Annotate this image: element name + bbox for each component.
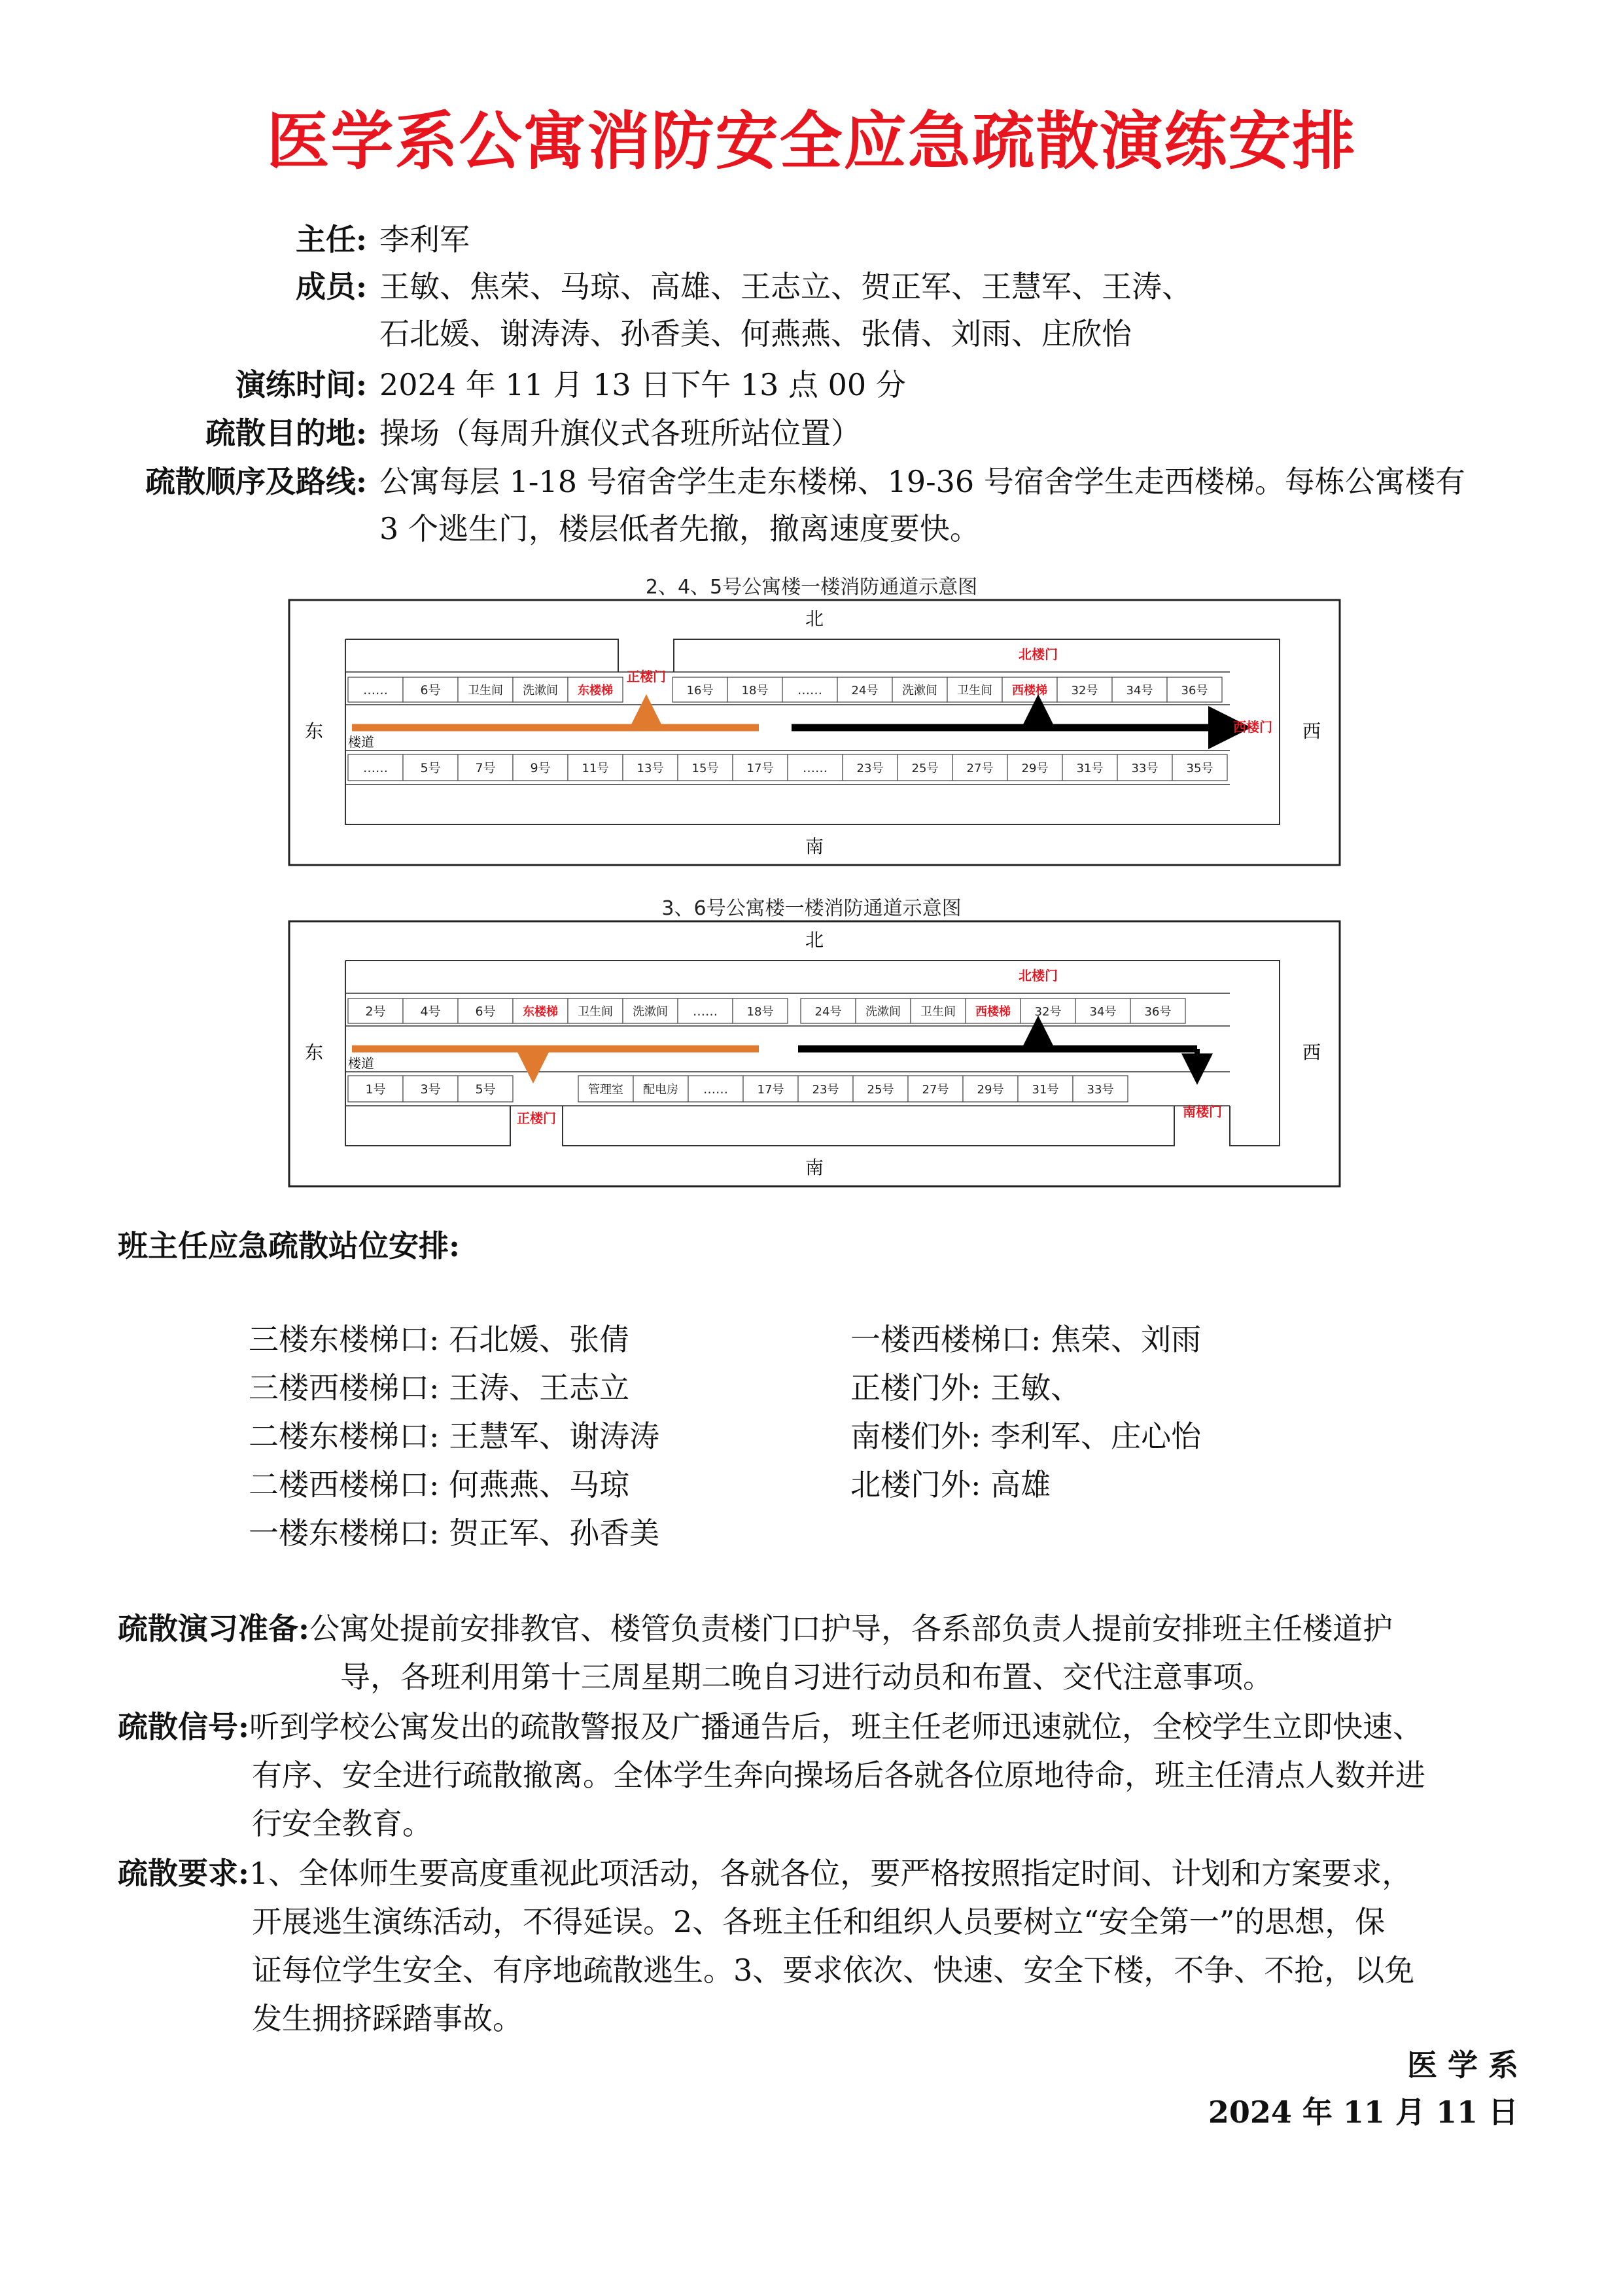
d1-top-room-label: 36号 [1181,684,1208,698]
d1-top-room-label: 18号 [741,684,769,698]
prep-label: 疏散演习准备: [118,1611,309,1646]
d1-bottom-room-label: 27号 [966,762,994,775]
d1-bottom-room-label: 9号 [530,761,551,775]
d1-top-room-label: 6号 [420,683,441,698]
d2-top-room-label: 卫生间 [920,1005,956,1019]
signature-date: 2024 年 11 月 11 日 [1208,2094,1518,2130]
dest-label: 疏散目的地: [205,415,367,451]
members-label: 成员: [296,269,367,304]
diagram1 [288,599,1341,867]
d1-top-room-label: 24号 [851,684,879,698]
members-row [0,263,1623,310]
d1-bottom-room-label: …… [803,761,828,775]
req-line3: 证每位学生安全、有序地疏散逃生。3、要求依次、快速、安全下楼，不争、不抢，以免 [252,1952,1415,1988]
dest-value: 操场（每周升旗仪式各班所站位置） [379,415,861,451]
d2-south: 南 [805,1157,824,1178]
d1-north: 北 [805,608,824,629]
req-section [118,1849,1518,2043]
d1-top-room-label: 卫生间 [957,684,992,698]
members-line1: 王敏、焦荣、马琼、高雄、王志立、贺正军、王慧军、王涛、 [379,269,1192,304]
req-line1: 1、全体师生要高度重视此项活动，各就各位，要严格按照指定时间、计划和方案要求， [249,1856,1412,1891]
d2-top-room-label: 36号 [1144,1005,1172,1019]
d2-top-room-label: 32号 [1034,1005,1062,1019]
d2-top-room-label: 4号 [420,1004,441,1019]
d1-bottom-room-label: 35号 [1186,762,1213,775]
d1-top-room-label: 洗漱间 [902,684,937,698]
signal-label: 疏散信号: [118,1709,249,1744]
d2-top-room-label: 6号 [475,1004,496,1019]
d1-bottom-room-label: 25号 [911,762,939,775]
d1-west-door: 西楼门 [1233,719,1272,735]
d1-bottom-room-label: 7号 [475,761,496,775]
staff-left [249,1315,659,1557]
d2-top-room-label: 卫生间 [578,1005,613,1019]
members-row-2 [0,310,1623,357]
d1-top-room-label: 32号 [1071,684,1098,698]
d2-bottom-room-label: 管理室 [588,1083,623,1097]
staff-left-item: 二楼东楼梯口: 王慧军、谢涛涛 [249,1419,660,1454]
d2-bottom-room-label: 23号 [812,1083,839,1097]
staff-right-item: 正楼门外: 王敏、 [850,1370,1081,1405]
route-line1: 公寓每层 1-18 号宿舍学生走东楼梯、19-36 号宿舍学生走西楼梯。每栋公寓楼有 [379,464,1465,499]
d1-bottom-room-label: …… [363,761,388,775]
director-value: 李利军 [379,222,470,257]
prep-section [118,1604,1518,1701]
d1-bottom-room-label: 31号 [1076,762,1104,775]
dest-row [0,410,1623,457]
d2-bottom-room-label: 1号 [365,1082,386,1097]
d1-top-room-label: 34号 [1126,684,1153,698]
d1-west: 西 [1302,720,1321,742]
route-row [0,458,1623,505]
d1-south: 南 [805,836,824,857]
d2-bottom-room-label: 33号 [1087,1083,1114,1097]
director-label: 主任: [296,222,367,257]
staff-right-item: 南楼们外: 李利军、庄心怡 [850,1419,1202,1454]
d2-east: 东 [304,1042,324,1063]
d2-bottom-room-label: 29号 [977,1083,1004,1097]
d2-top-room-label: 18号 [746,1005,774,1019]
time-row [0,361,1623,408]
d2-main-door: 正楼门 [517,1110,556,1126]
prep-line2: 导，各班利用第十三周星期二晚自习进行动员和布置、交代注意事项。 [340,1659,1273,1695]
d2-bottom-room-label: …… [703,1082,728,1097]
d1-bottom-room-label: 17号 [746,762,774,775]
signal-line1: 听到学校公寓发出的疏散警报及广播通告后，班主任老师迅速就位，全校学生立即快速、 [249,1709,1423,1744]
diagram1-caption: 2、4、5号公寓楼一楼消防通道示意图 [645,576,978,599]
staff-left-item: 三楼西楼梯口: 王涛、王志立 [249,1370,630,1405]
d2-bottom-room-label: 5号 [475,1082,496,1097]
d2-top-room-label: 34号 [1089,1005,1117,1019]
d2-top-room-label: 西楼梯 [975,1005,1011,1019]
d1-bottom-room-label: 29号 [1021,762,1049,775]
d1-east: 东 [304,720,324,742]
staff-left-item: 二楼西楼梯口: 何燕燕、马琼 [249,1467,630,1502]
d2-north-door: 北楼门 [1019,968,1058,983]
diagram2-svg [288,920,1341,1188]
d2-corridor: 楼道 [348,1055,374,1071]
d1-bottom-room-label: 23号 [856,762,884,775]
d2-bottom-room-label: 17号 [757,1083,784,1097]
d1-bottom-room-label: 11号 [582,762,609,775]
staff-right-item: 一楼西楼梯口: 焦荣、刘雨 [850,1322,1202,1357]
d1-top-room-label: 16号 [686,684,714,698]
d1-corridor: 楼道 [348,734,374,750]
members-line2: 石北媛、谢涛涛、孙香美、何燕燕、张倩、刘雨、庄欣怡 [379,316,1132,351]
director-row [0,216,1623,263]
d2-top-room-label: 东楼梯 [523,1005,558,1019]
signature-dept: 医 学 系 [1406,2047,1518,2083]
d2-bottom-room-label: 3号 [420,1082,441,1097]
signal-section [118,1703,1518,1848]
time-value: 2024 年 11 月 13 日下午 13 点 00 分 [379,367,906,402]
d2-west: 西 [1302,1042,1321,1063]
d2-top-room-label: 24号 [814,1005,842,1019]
staff-left-item: 一楼东楼梯口: 贺正军、孙香美 [249,1515,660,1551]
d1-top-room-label: 东楼梯 [578,684,613,698]
staff-right [850,1315,1201,1509]
d2-bottom-room-label: 配电房 [643,1083,678,1097]
diagram2-caption: 3、6号公寓楼一楼消防通道示意图 [661,897,962,920]
time-label: 演练时间: [236,367,367,402]
route-label: 疏散顺序及路线: [145,464,367,499]
d2-bottom-room-label: 25号 [867,1083,894,1097]
d1-top-room-label: 洗漱间 [523,684,558,698]
d2-south-door: 南楼门 [1183,1104,1222,1120]
d2-top-room-label: 洗漱间 [865,1005,901,1019]
d2-top-room-label: 洗漱间 [633,1005,668,1019]
staff-left-item: 三楼东楼梯口: 石北媛、张倩 [249,1322,630,1357]
d2-bottom-room-label: 27号 [922,1083,949,1097]
d1-bottom-room-label: 15号 [691,762,719,775]
d2-north: 北 [805,929,824,951]
signal-line3: 行安全教育。 [252,1806,432,1841]
d1-main-door: 正楼门 [627,669,666,684]
req-line4: 发生拥挤踩踏事故。 [252,2001,523,2036]
d1-top-room-label: …… [363,683,388,698]
staff-heading: 班主任应急疏散站位安排: [118,1228,460,1263]
d1-north-door: 北楼门 [1019,646,1058,662]
d2-top-room-label: …… [693,1004,718,1019]
prep-line1: 公寓处提前安排教官、楼管负责楼门口护导，各系部负责人提前安排班主任楼道护 [309,1611,1393,1646]
route-line2: 3 个逃生门，楼层低者先撤，撤离速度要快。 [379,511,980,546]
staff-right-item: 北楼门外: 高雄 [850,1467,1051,1502]
d1-top-room-label: …… [797,683,822,698]
d1-top-room-label: 卫生间 [468,684,503,698]
diagram2 [288,920,1341,1188]
d1-bottom-room-label: 13号 [637,762,664,775]
d1-top-room-label: 西楼梯 [1012,684,1047,698]
d2-top-room-label: 2号 [365,1004,386,1019]
req-label: 疏散要求: [118,1856,249,1891]
d2-bottom-room-label: 31号 [1032,1083,1059,1097]
page-title: 医学系公寓消防安全应急疏散演练安排 [266,105,1357,178]
signal-line2: 有序、安全进行疏散撤离。全体学生奔向操场后各就各位原地待命，班主任清点人数并进 [252,1757,1425,1793]
d1-bottom-room-label: 33号 [1131,762,1159,775]
d1-bottom-room-label: 5号 [420,761,441,775]
diagram1-svg [288,599,1341,867]
route-row-2 [0,505,1623,552]
req-line2: 开展逃生演练活动，不得延误。2、各班主任和组织人员要树立“安全第一”的思想，保 [252,1904,1386,1939]
